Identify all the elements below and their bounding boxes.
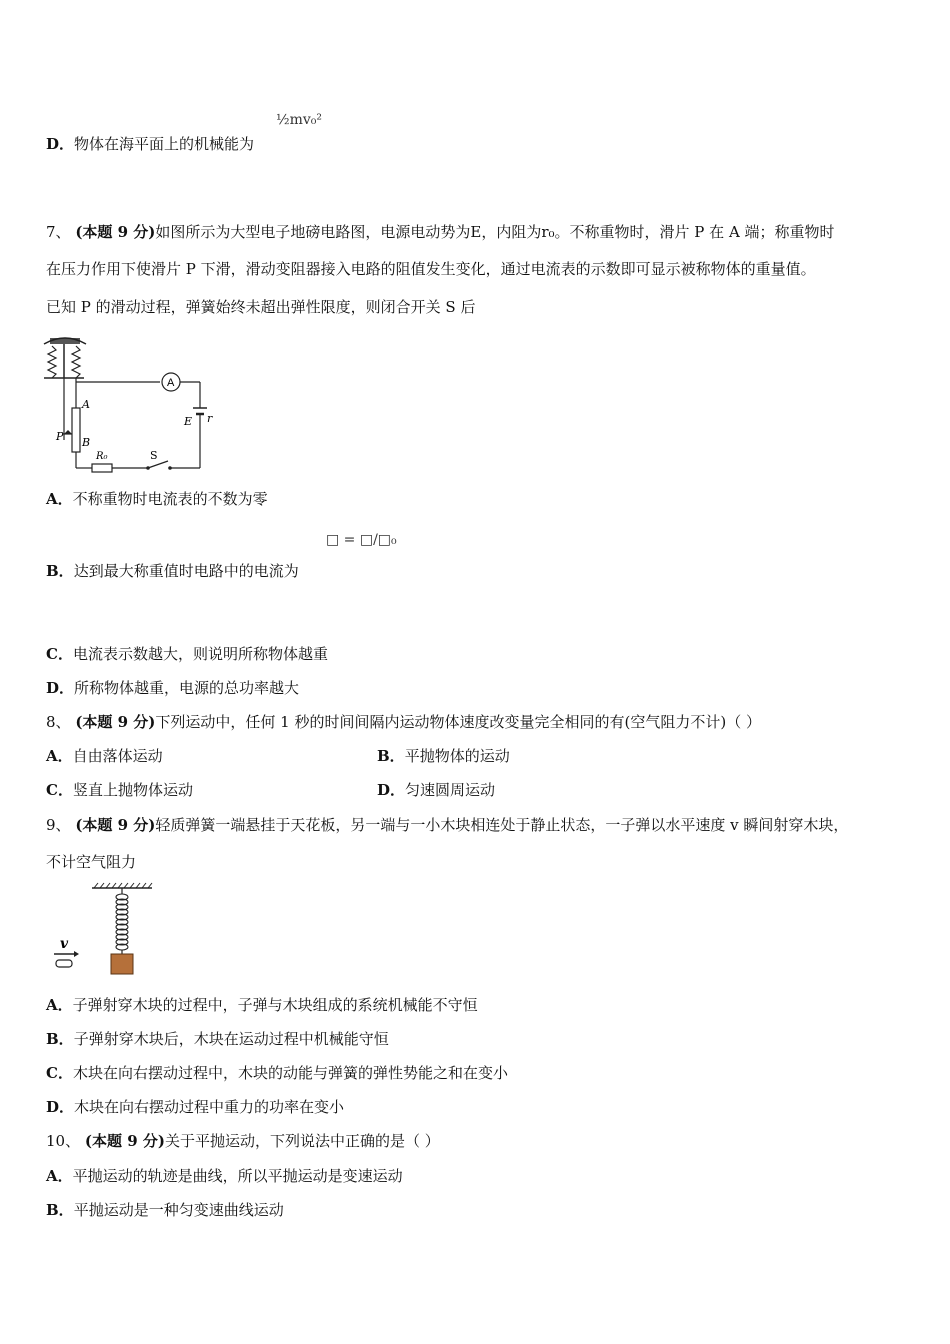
question-score: (本题 9 分) — [75, 816, 156, 834]
slider-label: P — [56, 430, 64, 443]
question-number: 7、 — [46, 223, 71, 241]
option-text: 达到最大称重值时电路中的电流为 — [73, 562, 299, 580]
question-number: 10、 — [46, 1132, 81, 1150]
question-stem: 轻质弹簧一端悬挂于天花板，另一端与一小木块相连处于静止状态，一子弹以水平速度 v 瞬间射穿木块， — [155, 816, 849, 834]
q6-option-d — [46, 134, 254, 154]
slider-arrow — [64, 430, 72, 434]
question-stem: 如图所示为大型电子地磅电路图，电源电动势为E，内阻为r₀。不称重物时，滑片 P 在 A 端；称重物时 — [155, 223, 835, 241]
option-label: A． — [46, 1167, 73, 1185]
option-text: 自由落体运动 — [72, 747, 163, 765]
question-number: 9、 — [46, 816, 71, 834]
q7-option-d — [46, 678, 299, 698]
q7-option-c — [46, 644, 328, 664]
option-text: 不称重物时电流表的不数为零 — [72, 490, 268, 508]
option-label: D． — [46, 1098, 75, 1116]
q8-stem — [46, 712, 761, 732]
q8-option-d — [377, 780, 495, 800]
option-label: C． — [46, 781, 73, 799]
option-label: A． — [46, 996, 73, 1014]
formula-half-mv0-squared: ½mv₀² — [276, 112, 322, 128]
question-score: (本题 9 分) — [84, 1132, 165, 1150]
option-label: A． — [46, 747, 73, 765]
question-score: (本题 9 分) — [75, 713, 156, 731]
formula-current: □ = □/□₀ — [326, 532, 397, 548]
option-label: D． — [377, 781, 406, 799]
option-label: B． — [46, 562, 74, 580]
spring-left — [48, 346, 56, 378]
rheostat — [72, 408, 80, 452]
option-label: B． — [46, 1030, 74, 1048]
q9-option-c — [46, 1063, 508, 1083]
option-label: A． — [46, 490, 73, 508]
velocity-arrow-head — [74, 951, 79, 957]
option-text: 匀速圆周运动 — [405, 781, 496, 799]
question-stem: 关于平抛运动，下列说法中正确的是（ ） — [164, 1132, 440, 1150]
q9-option-d — [46, 1097, 344, 1117]
switch-label: S — [150, 449, 158, 462]
option-label: C． — [46, 1064, 73, 1082]
option-text: 子弹射穿木块的过程中，子弹与木块组成的系统机械能不守恒 — [72, 996, 478, 1014]
ammeter-label: A — [167, 377, 175, 389]
option-label: D． — [46, 679, 75, 697]
option-text: 平抛物体的运动 — [404, 747, 510, 765]
bullet — [56, 960, 72, 967]
q7-stem-line-1 — [46, 222, 835, 242]
question-score: (本题 9 分) — [75, 223, 156, 241]
option-label: B． — [377, 747, 405, 765]
q8-option-b — [377, 746, 510, 766]
resistor-r0 — [92, 464, 112, 472]
q7-option-a — [46, 489, 268, 509]
rheostat-end-b: B — [82, 436, 91, 449]
internal-resistance-label: r — [207, 412, 213, 425]
q7-stem-line-3: 已知 P 的滑动过程，弹簧始终未超出弹性限度，则闭合开关 S 后 — [46, 298, 476, 316]
weighing-scale-circuit-diagram — [40, 330, 220, 475]
option-text: 平抛运动的轨迹是曲线，所以平抛运动是变速运动 — [72, 1167, 403, 1185]
hanging-spring — [116, 894, 128, 950]
spring-right — [72, 346, 80, 378]
q7-stem-line-2: 在压力作用下使滑片 P 下滑，滑动变阻器接入电路的阻值发生变化，通过电流表的示数即可显示被称物体的重量值。 — [46, 260, 816, 278]
velocity-label: v — [60, 936, 69, 952]
q10-option-b — [46, 1200, 284, 1220]
option-text: 电流表示数越大，则说明所称物体越重 — [72, 645, 328, 663]
q9-stem-line-1 — [46, 815, 848, 835]
resistor-r0-label: R₀ — [96, 451, 108, 462]
option-label: B． — [46, 1201, 74, 1219]
q9-stem-line-2: 不计空气阻力 — [46, 853, 137, 871]
emf-label: E — [184, 415, 193, 428]
q10-stem — [46, 1131, 440, 1151]
option-text: 木块在向右摆动过程中重力的功率在变小 — [74, 1098, 345, 1116]
q8-option-a — [46, 746, 163, 766]
option-text: 子弹射穿木块后，木块在运动过程中机械能守恒 — [73, 1030, 389, 1048]
question-stem: 下列运动中，任何 1 秒的时间间隔内运动物体速度改变量完全相同的有(空气阻力不计)（ ） — [155, 713, 761, 731]
wooden-block — [111, 954, 133, 974]
option-label: D． — [46, 135, 75, 153]
rheostat-end-a: A — [82, 398, 90, 411]
spring-block-bullet-diagram — [48, 882, 158, 978]
option-text: 木块在向右摆动过程中，木块的动能与弹簧的弹性势能之和在变小 — [72, 1064, 508, 1082]
q7-option-b — [46, 561, 299, 581]
q9-option-a — [46, 995, 478, 1015]
option-text: 所称物体越重，电源的总功率越大 — [74, 679, 300, 697]
q8-option-c — [46, 780, 193, 800]
question-number: 8、 — [46, 713, 71, 731]
option-text: 物体在海平面上的机械能为 — [74, 135, 255, 153]
option-label: C． — [46, 645, 73, 663]
q10-option-a — [46, 1166, 403, 1186]
option-text: 平抛运动是一种匀变速曲线运动 — [73, 1201, 284, 1219]
switch-s — [148, 461, 168, 468]
option-text: 竖直上抛物体运动 — [72, 781, 193, 799]
q9-option-b — [46, 1029, 389, 1049]
